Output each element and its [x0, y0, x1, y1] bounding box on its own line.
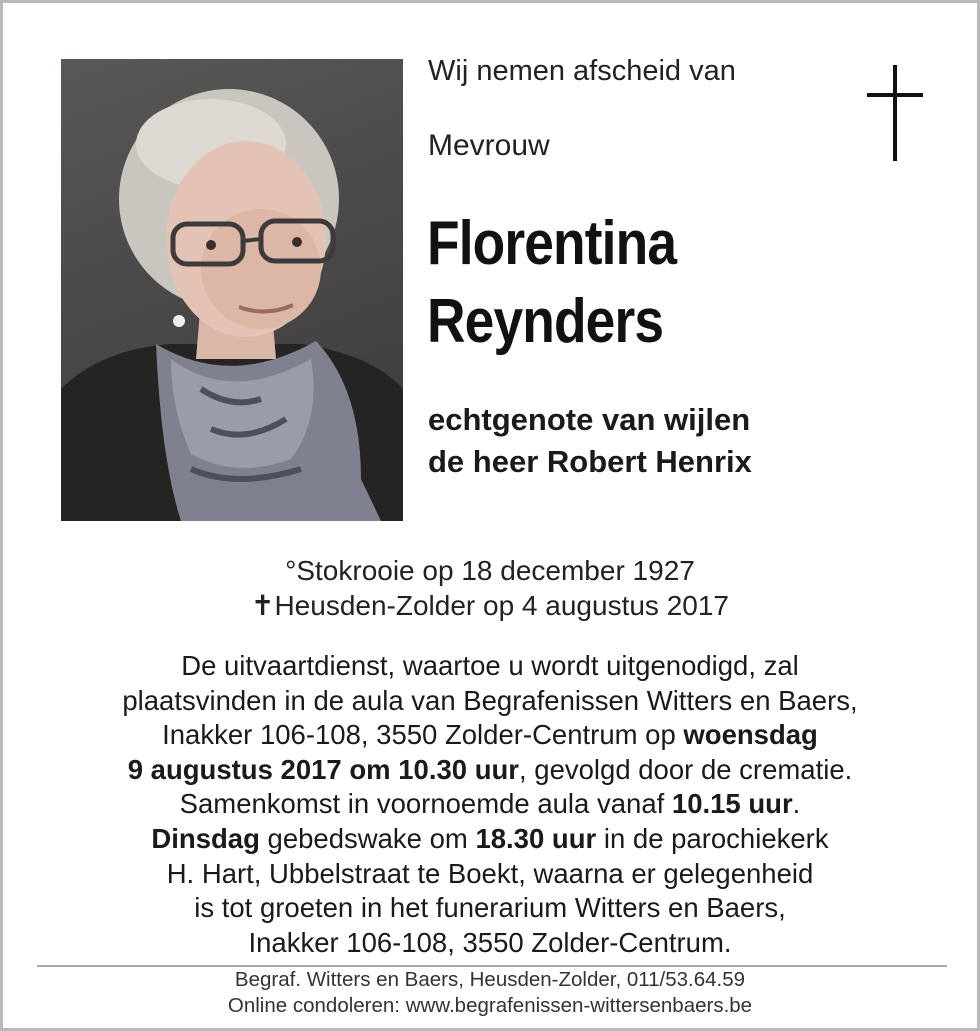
portrait-illustration: [61, 59, 403, 521]
service-date-time: 9 augustus 2017 om 10.30 uur: [127, 753, 520, 785]
footer: [3, 967, 977, 1019]
ceremony-line: [3, 787, 977, 822]
gathering-text: Samenkomst in voornoemde aula vanaf: [179, 788, 672, 820]
ceremony-line: [3, 753, 977, 788]
death-date: ✝Heusden-Zolder op 4 augustus 2017: [251, 590, 729, 621]
ceremony-line: [3, 718, 977, 753]
life-dates: [3, 553, 977, 623]
vigil-day: Dinsdag: [151, 822, 260, 854]
address-text: Inakker 106-108, 3550 Zolder-Centrum op: [162, 719, 684, 751]
spouse-line-2: de heer Robert Henrix: [428, 444, 752, 479]
last-name: Reynders: [427, 287, 664, 356]
spouse-info: [428, 399, 752, 483]
deceased-name: [427, 205, 676, 361]
ceremony-line: De uitvaartdienst, waartoe u wordt uitgenodigd, zal: [181, 650, 799, 681]
ceremony-line: is tot groeten in het funerarium Witters en Baers,: [194, 892, 786, 924]
vigil-location-text: in de parochiekerk: [596, 822, 829, 854]
undertaker-contact: Begraf. Witters en Baers, Heusden-Zolder, 011/53.64.59: [234, 968, 746, 991]
ceremony-line: plaatsvinden in de aula van Begrafenissen Witters en Baers,: [122, 684, 858, 716]
ceremony-line: Inakker 106-108, 3550 Zolder-Centrum.: [248, 926, 732, 958]
vigil-text: gebedswake om: [259, 822, 476, 854]
honorific: Mevrouw: [428, 129, 550, 162]
gathering-time: 10.15 uur: [671, 788, 793, 820]
cremation-text: , gevolgd door de crematie.: [519, 753, 853, 785]
portrait-photo: [61, 59, 403, 521]
intro-text: Wij nemen afscheid van: [428, 55, 736, 87]
ceremony-line: H. Hart, Ubbelstraat te Boekt, waarna er gelegenheid: [166, 857, 814, 889]
ceremony-details: [3, 649, 977, 960]
vigil-time: 18.30 uur: [475, 822, 597, 854]
first-name: Florentina: [427, 209, 677, 278]
service-day: woensdag: [683, 719, 818, 751]
spouse-line-1: echtgenote van wijlen: [428, 402, 751, 437]
online-condolence-link[interactable]: Online condoleren: www.begrafenissen-wittersenbaers.be: [227, 994, 753, 1017]
period: .: [792, 788, 801, 820]
birth-date: °Stokrooie op 18 december 1927: [285, 555, 695, 586]
latin-cross-icon: [865, 65, 925, 161]
ceremony-line: [3, 822, 977, 857]
